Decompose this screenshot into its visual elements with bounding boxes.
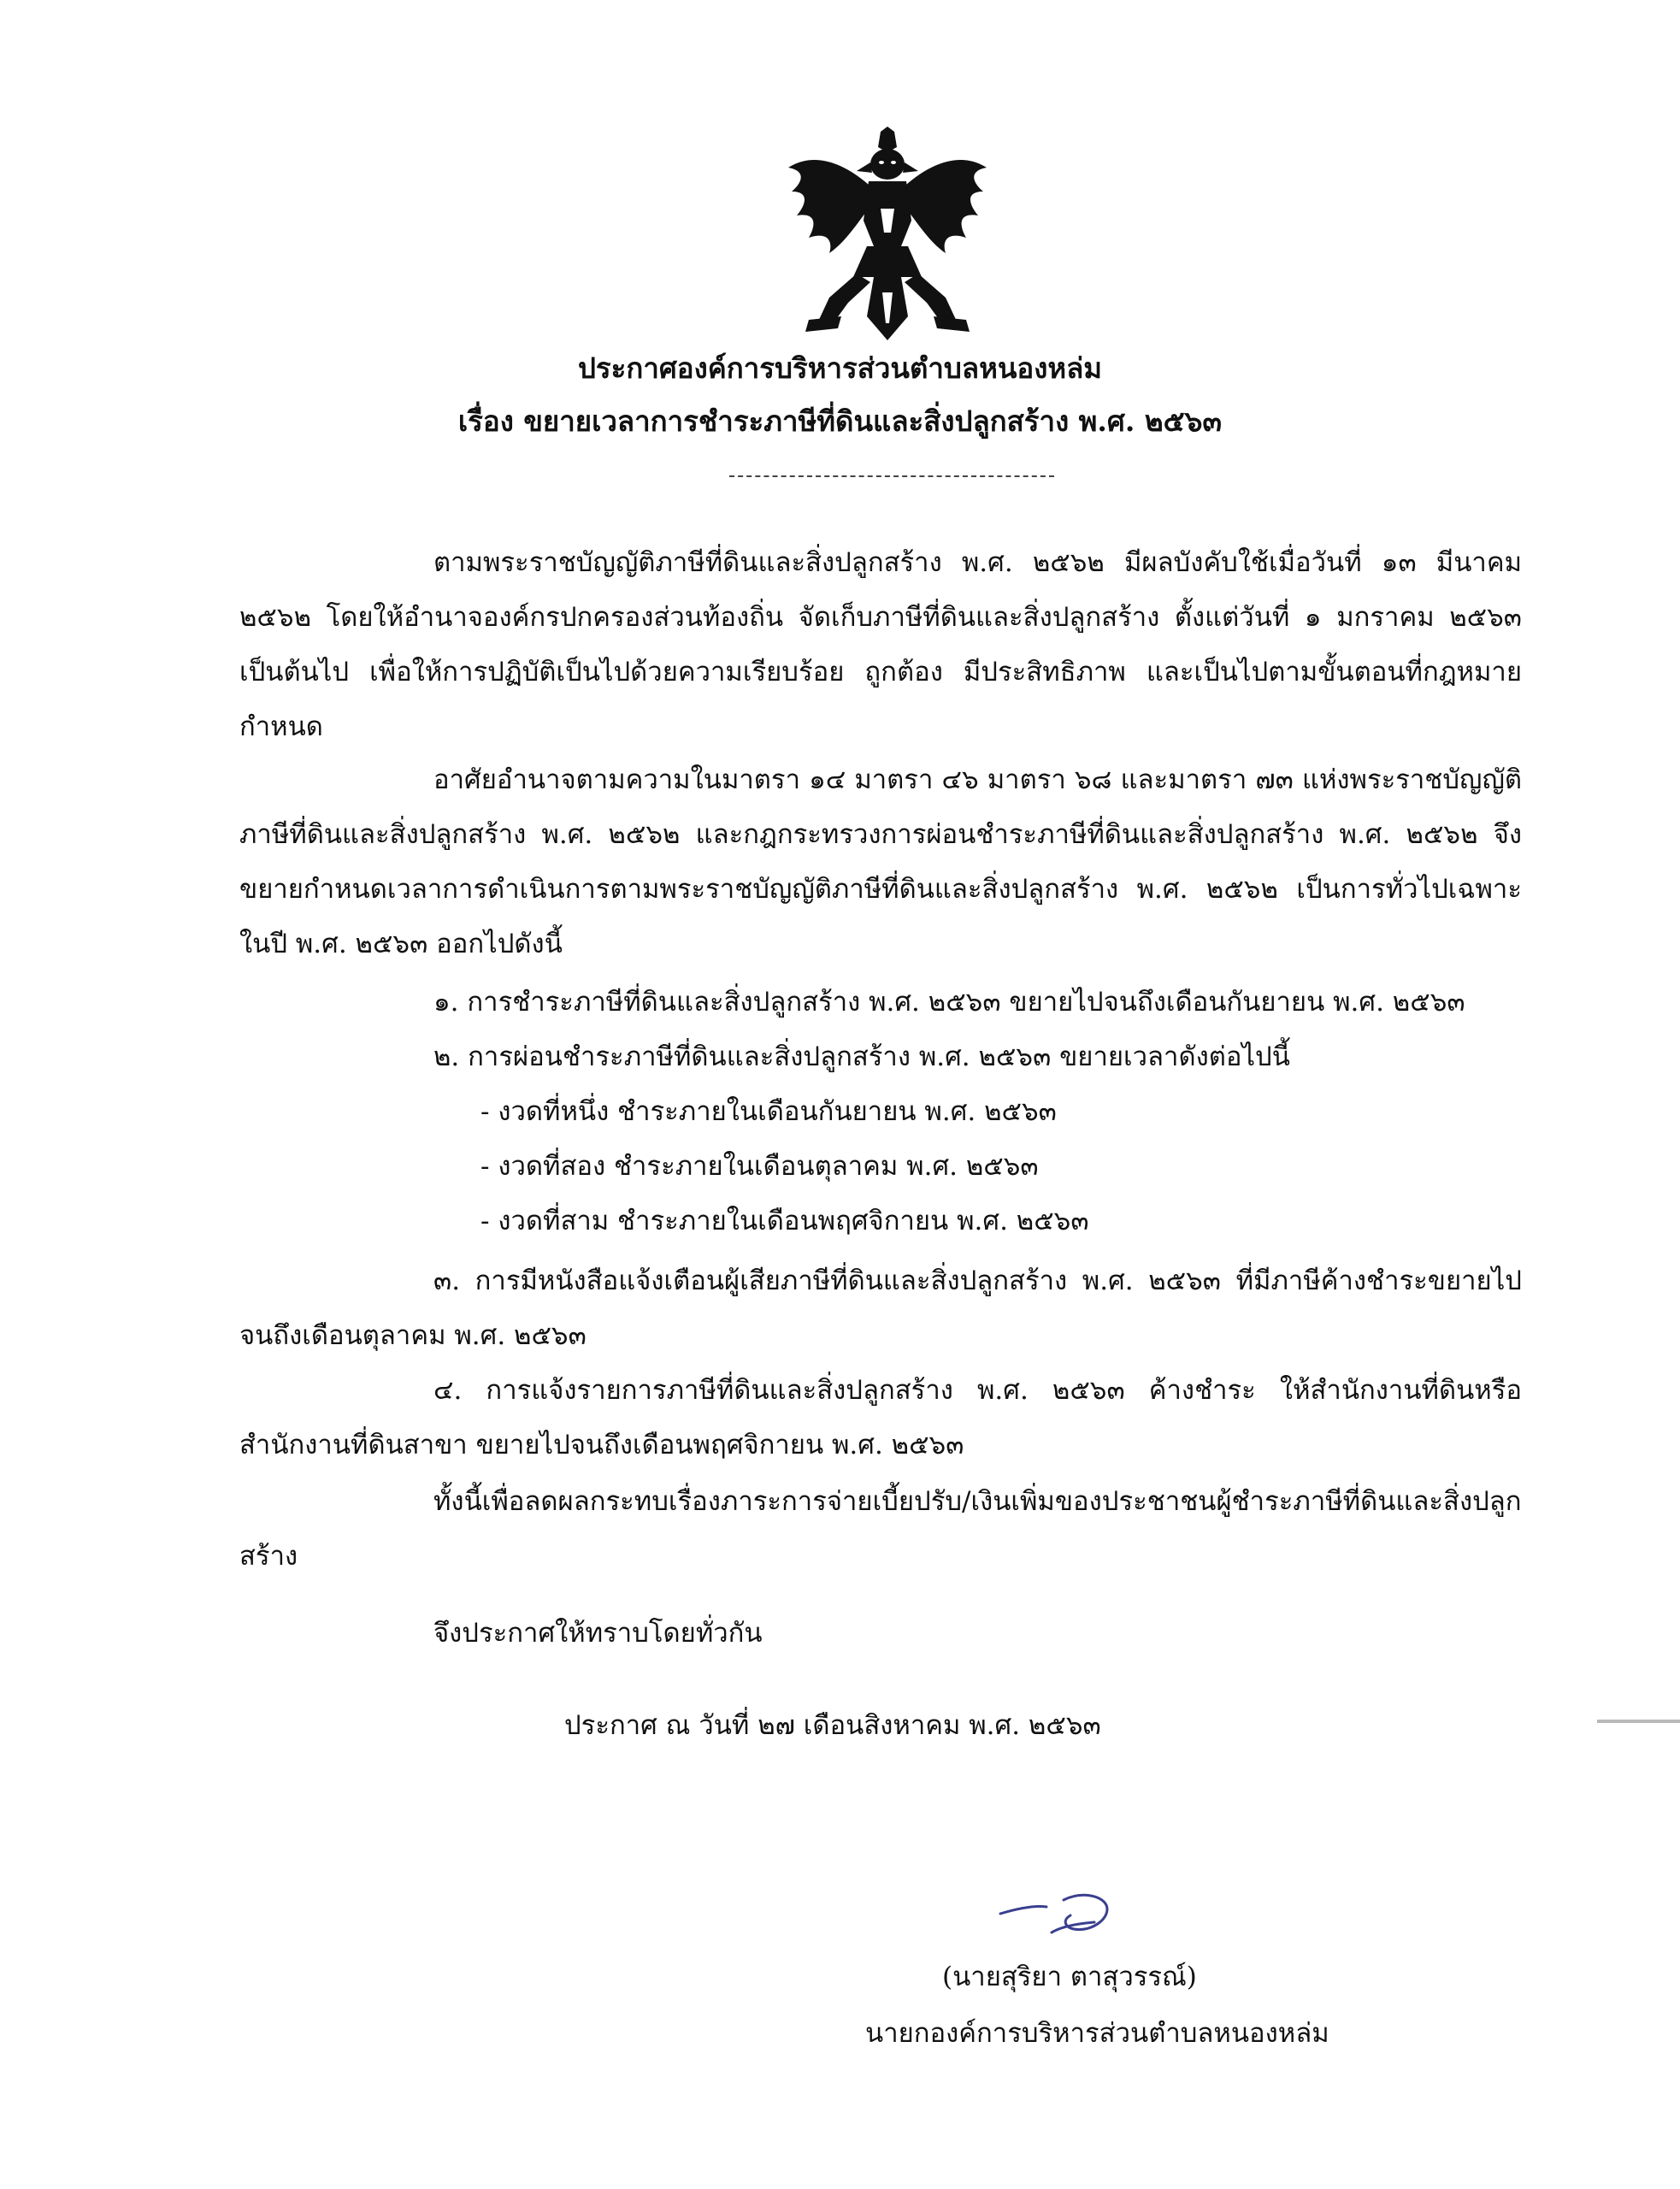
handwritten-signature bbox=[992, 1881, 1120, 1950]
list-item-4-text: ๔. การแจ้งรายการภาษีที่ดินและสิ่งปลูกสร้าง พ.ศ. ๒๕๖๓ ค้างชำระ ให้สำนักงานที่ดินหรือสำนักงานที่ดินสาขา ขยายไปจนถึงเดือนพฤศจิกายน พ.ศ. ๒๕๖๓ bbox=[239, 1375, 1522, 1460]
installment-3: - งวดที่สาม ชำระภายในเดือนพฤศจิกายน พ.ศ. ๒๕๖๓ bbox=[480, 1206, 1089, 1236]
signer-position: นายกองค์การบริหารส่วนตำบลหนองหล่ม bbox=[865, 2018, 1329, 2049]
closing-announcement: จึงประกาศให้ทราบโดยทั่วกัน bbox=[433, 1618, 763, 1649]
list-item-4 bbox=[239, 1363, 1522, 1472]
announcement-subject: เรื่อง ขยายเวลาการชำระภาษีที่ดินและสิ่งปลูกสร้าง พ.ศ. ๒๕๖๓ bbox=[457, 404, 1223, 438]
signer-name: (นายสุริยา ตาสุวรรณ์) bbox=[942, 1962, 1197, 1992]
paragraph-1-text: ตามพระราชบัญญัติภาษีที่ดินและสิ่งปลูกสร้าง พ.ศ. ๒๕๖๒ มีผลบังคับใช้เมื่อวันที่ ๑๓ มีนาคม ๒๕๖๒ โดยให้อำนาจองค์กรปกครองส่วนท้องถิ่น จัดเก็บภาษีที่ดินและสิ่งปลูกสร้าง ตั้งแต่วันที่ ๑ มกราคม ๒๕๖๓ เป็นต้นไป เพื่อให้การปฏิบัติเป็นไปด้วยความเรียบร้อย ถูกต้อง มีประสิทธิภาพ และเป็นไปตามขั้นตอนที่กฎหมายกำหนด bbox=[239, 547, 1522, 742]
title-divider bbox=[729, 475, 1054, 477]
installment-1: - งวดที่หนึ่ง ชำระภายในเดือนกันยายน พ.ศ. ๒๕๖๓ bbox=[480, 1096, 1057, 1127]
list-item-2: ๒. การผ่อนชำระภาษีที่ดินและสิ่งปลูกสร้าง พ.ศ. ๒๕๖๓ ขยายเวลาดังต่อไปนี้ bbox=[433, 1041, 1290, 1072]
installment-2: - งวดที่สอง ชำระภายในเดือนตุลาคม พ.ศ. ๒๕๖๓ bbox=[480, 1151, 1039, 1182]
purpose-paragraph bbox=[239, 1474, 1522, 1584]
announcement-title: ประกาศองค์การบริหารส่วนตำบลหนองหล่ม bbox=[577, 351, 1103, 385]
list-item-3 bbox=[239, 1254, 1522, 1363]
paragraph-2-text: อาศัยอำนาจตามความในมาตรา ๑๔ มาตรา ๔๖ มาตรา ๖๘ และมาตรา ๗๓ แห่งพระราชบัญญัติภาษีที่ดินและสิ่งปลูกสร้าง พ.ศ. ๒๕๖๒ และกฎกระทรวงการผ่อนชำระภาษีที่ดินและสิ่งปลูกสร้าง พ.ศ. ๒๕๖๒ จึงขยายกำหนดเวลาการดำเนินการตามพระราชบัญญัติภาษีที่ดินและสิ่งปลูกสร้าง พ.ศ. ๒๕๖๒ เป็นการทั่วไปเฉพาะในปี พ.ศ. ๒๕๖๓ ออกไปดังนี้ bbox=[239, 764, 1522, 959]
garuda-emblem-icon bbox=[785, 127, 990, 340]
paragraph-authority bbox=[239, 752, 1522, 971]
purpose-text: ทั้งนี้เพื่อลดผลกระทบเรื่องภาระการจ่ายเบี้ยปรับ/เงินเพิ่มของประชาชนผู้ชำระภาษีที่ดินและสิ่งปลูกสร้าง bbox=[239, 1486, 1522, 1572]
list-item-3-text: ๓. การมีหนังสือแจ้งเตือนผู้เสียภาษีที่ดินและสิ่งปลูกสร้าง พ.ศ. ๒๕๖๓ ที่มีภาษีค้างชำระขยายไปจนถึงเดือนตุลาคม พ.ศ. ๒๕๖๓ bbox=[239, 1266, 1522, 1351]
paragraph-preamble bbox=[239, 535, 1522, 754]
scan-artifact-line bbox=[1597, 1720, 1680, 1723]
list-item-1: ๑. การชำระภาษีที่ดินและสิ่งปลูกสร้าง พ.ศ. ๒๕๖๓ ขยายไปจนถึงเดือนกันยายน พ.ศ. ๒๕๖๓ bbox=[433, 987, 1465, 1018]
announcement-date: ประกาศ ณ วันที่ ๒๗ เดือนสิงหาคม พ.ศ. ๒๕๖๓ bbox=[564, 1710, 1101, 1741]
